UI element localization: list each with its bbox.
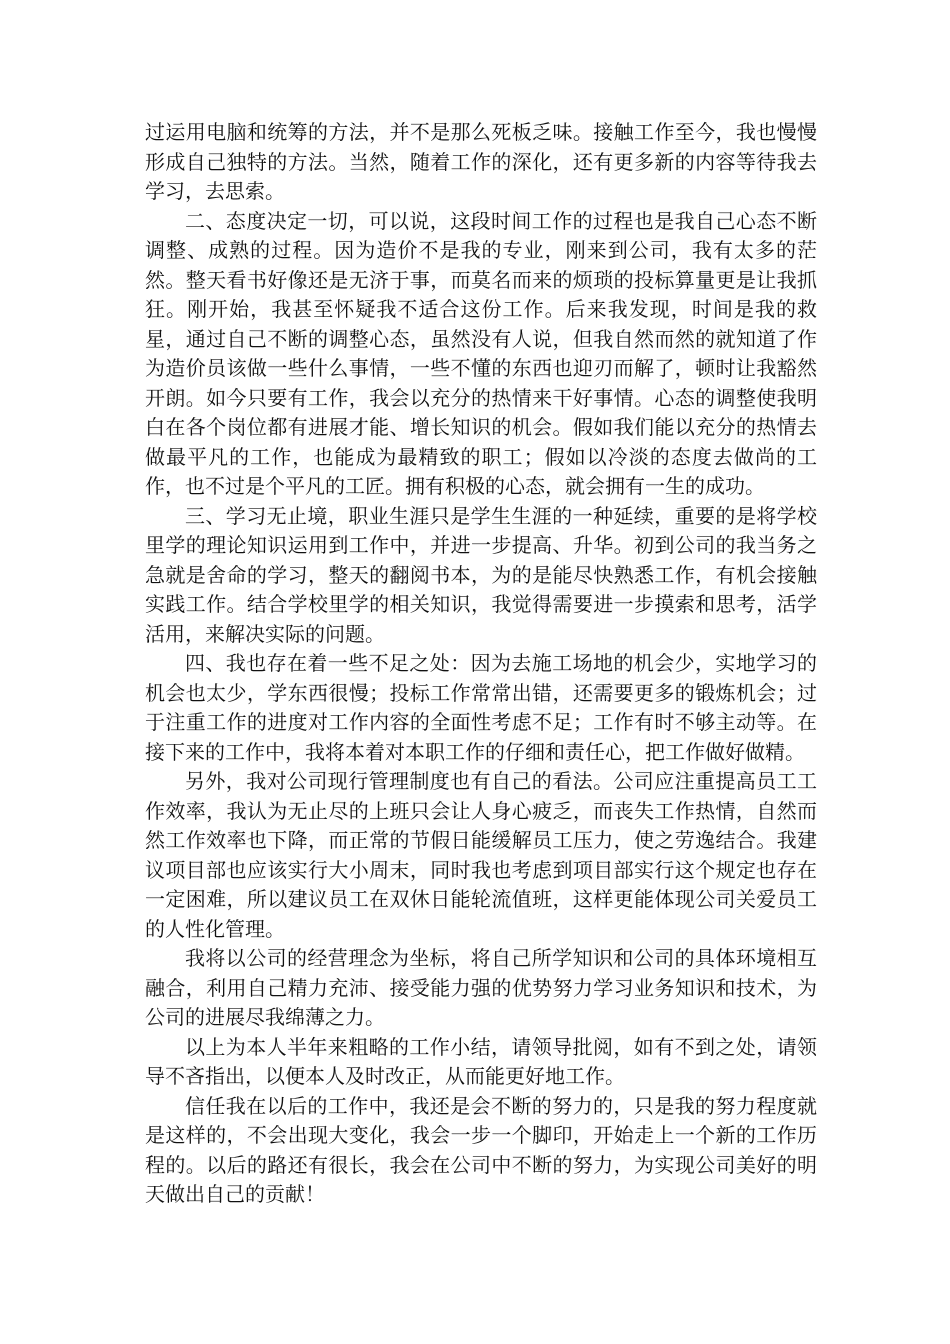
paragraph-summary: 以上为本人半年来粗略的工作小结，请领导批阅，如有不到之处，请领导不吝指出，以便本人及时改正，从而能更好地工作。 [145, 1034, 817, 1088]
document-body [145, 118, 817, 1210]
paragraph-commitment: 我将以公司的经营理念为坐标，将自己所学知识和公司的具体环境相互融合，利用自己精力充沛、接受能力强的优势努力学习业务知识和技术，为公司的进展尽我绵薄之力。 [145, 946, 817, 1029]
paragraph-closing: 信任我在以后的工作中，我还是会不断的努力的，只是我的努力程度就是这样的，不会出现大变化，我会一步一个脚印，开始走上一个新的工作历程的。以后的路还有很长，我会在公司中不断的努力，为实现公司美好的明天做出自己的贡献！ [145, 1093, 817, 1206]
paragraph-management-opinion: 另外，我对公司现行管理制度也有自己的看法。公司应注重提高员工工作效率，我认为无止尽的上班只会让人身心疲乏，而丧失工作热情，自然而然工作效率也下降，而正常的节假日能缓解员工压力，使之劳逸结合。我建议项目部也应该实行大小周末，同时我也考虑到项目部实行这个规定也存在一定困难，所以建议员工在双休日能轮流值班，这样更能体现公司关爱员工的人性化管理。 [145, 769, 817, 941]
paragraph-shortcomings: 四、我也存在着一些不足之处：因为去施工场地的机会少，实地学习的机会也太少，学东西很慢；投标工作常常出错，还需要更多的锻炼机会；过于注重工作的进度对工作内容的全面性考虑不足；工作有时不够主动等。在接下来的工作中，我将本着对本职工作的仔细和责任心，把工作做好做精。 [145, 651, 817, 764]
paragraph-attitude: 二、态度决定一切，可以说，这段时间工作的过程也是我自己心态不断调整、成熟的过程。因为造价不是我的专业，刚来到公司，我有太多的茫然。整天看书好像还是无济于事，而莫名而来的烦琐的投标算量更是让我抓狂。刚开始，我甚至怀疑我不适合这份工作。后来我发现，时间是我的救星，通过自己不断的调整心态，虽然没有人说，但我自然而然的就知道了作为造价员该做一些什么事情，一些不懂的东西也迎刃而解了，顿时让我豁然开朗。如今只要有工作，我会以充分的热情来干好事情。心态的调整使我明白在各个岗位都有进展才能、增长知识的机会。假如我们能以充分的热情去做最平凡的工作，也能成为最精致的职工；假如以冷淡的态度去做尚的工作，也不过是个平凡的工匠。拥有积极的心态，就会拥有一生的成功。 [145, 208, 817, 498]
paragraph-continuation: 过运用电脑和统筹的方法，并不是那么死板乏味。接触工作至今，我也慢慢形成自己独特的方法。当然，随着工作的深化，还有更多新的内容等待我去学习，去思索。 [145, 120, 817, 203]
paragraph-learning: 三、学习无止境，职业生涯只是学生生涯的一种延续，重要的是将学校里学的理论知识运用到工作中，并进一步提高、升华。初到公司的我当务之急就是舍命的学习，整天的翻阅书本，为的是能尽快熟悉工作，有机会接触实践工作。结合学校里学的相关知识，我觉得需要进一步摸索和思考，活学活用，来解决实际的问题。 [145, 503, 817, 646]
